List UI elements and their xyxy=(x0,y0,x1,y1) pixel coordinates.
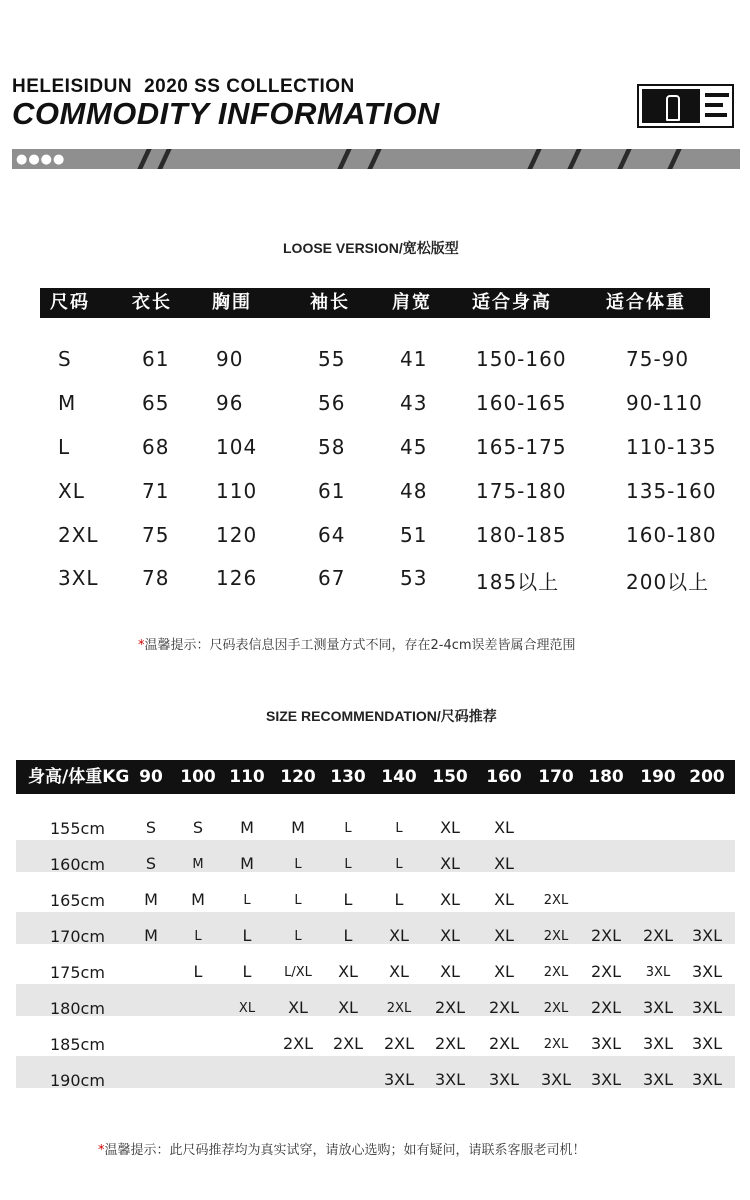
recommended-size-cell: 3XL xyxy=(383,1070,415,1089)
recommended-size-cell: L xyxy=(343,926,353,945)
size-table-cell: 3XL xyxy=(58,566,99,590)
recommended-size-cell: XL xyxy=(389,926,409,945)
recommended-size-cell: 3XL xyxy=(691,1034,723,1053)
size-table-cell: 75-90 xyxy=(626,347,690,371)
size-column-header: 适合身高 xyxy=(472,292,552,313)
size-table-cell: S xyxy=(58,347,72,371)
recommended-size-cell: 3XL xyxy=(691,926,723,945)
size-table-cell: 104 xyxy=(216,435,258,459)
recommendation-table-header xyxy=(16,760,735,794)
weight-column-header: 120 xyxy=(280,767,316,787)
recommended-size-cell: 3XL xyxy=(642,1070,674,1089)
recommended-size-cell: XL xyxy=(440,818,460,837)
size-column-header: 适合体重 xyxy=(606,292,686,313)
recommended-size-cell: 2XL xyxy=(488,1034,520,1053)
size-table-cell: 160-165 xyxy=(476,391,567,415)
recommended-size-cell: L xyxy=(242,926,252,945)
size-table-cell: 53 xyxy=(400,566,428,590)
recommended-size-cell: L xyxy=(294,929,302,944)
recommended-size-cell: 3XL xyxy=(642,1034,674,1053)
recommended-size-cell: M xyxy=(144,926,158,945)
recommended-size-cell: 2XL xyxy=(543,929,569,944)
weight-column-header: 180 xyxy=(588,767,624,787)
info-line-icon xyxy=(705,103,723,107)
brand-line xyxy=(12,76,355,98)
size-table-cell: 135-160 xyxy=(626,479,717,503)
recommended-size-cell: XL xyxy=(440,854,460,873)
recommended-size-cell: 2XL xyxy=(332,1034,364,1053)
collection-label: 2020 SS COLLECTION xyxy=(144,76,355,97)
model-figure-icon xyxy=(666,95,680,121)
page-title: COMMODITY INFORMATION xyxy=(12,96,440,131)
info-line-icon xyxy=(705,113,727,117)
size-table-cell: 120 xyxy=(216,523,258,547)
recommended-size-cell: 2XL xyxy=(488,998,520,1017)
recommended-size-cell: L xyxy=(294,857,302,872)
weight-column-header: 190 xyxy=(640,767,676,787)
size-table-cell: 200以上 xyxy=(626,570,710,594)
size-column-header: 肩宽 xyxy=(392,292,432,313)
recommended-size-cell: XL xyxy=(338,998,358,1017)
figure-panel xyxy=(642,89,700,123)
size-table-cell: 43 xyxy=(400,391,428,415)
recommended-size-cell: L xyxy=(344,857,352,872)
recommended-size-cell: 2XL xyxy=(386,1001,412,1016)
recommended-size-cell: M xyxy=(240,818,254,837)
recommended-size-cell: 3XL xyxy=(645,965,671,980)
recommended-size-cell: 3XL xyxy=(691,962,723,981)
height-label: 185cm xyxy=(50,1035,105,1054)
recommended-size-cell: XL xyxy=(338,962,358,981)
recommended-size-cell: 2XL xyxy=(383,1034,415,1053)
size-table-cell: 45 xyxy=(400,435,428,459)
brand-name: HELEISIDUN xyxy=(12,76,133,97)
table-row-stripe xyxy=(16,984,735,1016)
size-table-cell: 185以上 xyxy=(476,570,560,594)
recommended-size-cell: 2XL xyxy=(590,926,622,945)
height-label: 155cm xyxy=(50,819,105,838)
recommended-size-cell: 3XL xyxy=(691,998,723,1017)
recommended-size-cell: L xyxy=(344,821,352,836)
height-label: 190cm xyxy=(50,1071,105,1090)
banner-dots: ●●●● xyxy=(16,152,66,167)
recommended-size-cell: 3XL xyxy=(590,1070,622,1089)
recommended-size-cell: M xyxy=(144,890,158,909)
size-table-cell: 126 xyxy=(216,566,258,590)
weight-column-header: 160 xyxy=(486,767,522,787)
recommended-size-cell: 2XL xyxy=(590,962,622,981)
recommended-size-cell: 2XL xyxy=(543,1037,569,1052)
recommended-size-cell: XL xyxy=(494,854,514,873)
size-column-header: 袖长 xyxy=(310,292,350,313)
size-note: *温馨提示：尺码表信息因手工测量方式不同，存在2-4cm误差皆属合理范围 xyxy=(138,638,576,653)
recommended-size-cell: 2XL xyxy=(282,1034,314,1053)
table-row-stripe xyxy=(16,912,735,944)
recommended-size-cell: L xyxy=(243,893,251,908)
size-table-cell: 78 xyxy=(142,566,170,590)
height-weight-corner-label: 身高/体重KG xyxy=(28,767,130,787)
recommended-size-cell: L xyxy=(193,962,203,981)
size-table-cell: 90-110 xyxy=(626,391,703,415)
size-section-heading: LOOSE VERSION/宽松版型 xyxy=(283,240,459,256)
weight-column-header: 150 xyxy=(432,767,468,787)
size-table-cell: 58 xyxy=(318,435,346,459)
size-table-cell: 75 xyxy=(142,523,170,547)
product-info-icon xyxy=(637,84,734,128)
size-table-cell: 165-175 xyxy=(476,435,567,459)
recommended-size-cell: 2XL xyxy=(543,1001,569,1016)
recommended-size-cell: S xyxy=(145,854,157,873)
recommended-size-cell: 3XL xyxy=(434,1070,466,1089)
recommended-size-cell: L xyxy=(394,890,404,909)
recommended-size-cell: L xyxy=(194,929,202,944)
height-label: 175cm xyxy=(50,963,105,982)
size-column-header: 胸围 xyxy=(212,292,252,313)
size-table-cell: 51 xyxy=(400,523,428,547)
size-table-cell: 56 xyxy=(318,391,346,415)
recommended-size-cell: 3XL xyxy=(642,998,674,1017)
recommended-size-cell: 3XL xyxy=(590,1034,622,1053)
weight-column-header: 90 xyxy=(139,767,163,787)
size-table-cell: 96 xyxy=(216,391,244,415)
height-label: 165cm xyxy=(50,891,105,910)
recommended-size-cell: L xyxy=(294,893,302,908)
recommended-size-cell: XL xyxy=(288,998,308,1017)
recommended-size-cell: M xyxy=(191,890,205,909)
size-table-header xyxy=(40,288,710,318)
size-table-cell: 64 xyxy=(318,523,346,547)
recommended-size-cell: 2XL xyxy=(434,1034,466,1053)
recommended-size-cell: S xyxy=(145,818,157,837)
recommendation-note: *温馨提示：此尺码推荐均为真实试穿，请放心选购；如有疑问，请联系客服老司机！ xyxy=(98,1143,586,1158)
size-table-cell: 61 xyxy=(142,347,170,371)
size-table-cell: 65 xyxy=(142,391,170,415)
recommended-size-cell: S xyxy=(192,818,204,837)
recommended-size-cell: XL xyxy=(238,1001,256,1016)
height-label: 170cm xyxy=(50,927,105,946)
size-column-header: 衣长 xyxy=(132,292,172,313)
recommended-size-cell: 3XL xyxy=(488,1070,520,1089)
recommended-size-cell: 2XL xyxy=(543,965,569,980)
recommended-size-cell: 2XL xyxy=(590,998,622,1017)
weight-column-header: 140 xyxy=(381,767,417,787)
recommended-size-cell: L xyxy=(395,821,403,836)
table-row-stripe xyxy=(16,1056,735,1088)
banner-strip xyxy=(12,149,740,169)
recommended-size-cell: XL xyxy=(389,962,409,981)
size-table-cell: 71 xyxy=(142,479,170,503)
recommendation-section-heading: SIZE RECOMMENDATION/尺码推荐 xyxy=(266,708,497,724)
size-table-cell: 48 xyxy=(400,479,428,503)
weight-column-header: 170 xyxy=(538,767,574,787)
recommended-size-cell: XL xyxy=(494,890,514,909)
recommended-size-cell: XL xyxy=(494,818,514,837)
recommended-size-cell: 3XL xyxy=(691,1070,723,1089)
size-table-cell: 55 xyxy=(318,347,346,371)
size-column-header: 尺码 xyxy=(50,292,90,313)
recommended-size-cell: XL xyxy=(440,890,460,909)
info-line-icon xyxy=(705,93,729,97)
size-table-cell: 160-180 xyxy=(626,523,717,547)
recommended-size-cell: M xyxy=(240,854,254,873)
weight-column-header: 130 xyxy=(330,767,366,787)
size-table-cell: M xyxy=(58,391,77,415)
recommended-size-cell: L/XL xyxy=(284,965,312,980)
size-table-cell: XL xyxy=(58,479,85,503)
size-table-cell: L xyxy=(58,435,71,459)
size-table-cell: 68 xyxy=(142,435,170,459)
weight-column-header: 200 xyxy=(689,767,725,787)
recommended-size-cell: M xyxy=(192,857,204,872)
weight-column-header: 110 xyxy=(229,767,265,787)
size-table-cell: 110 xyxy=(216,479,258,503)
recommended-size-cell: L xyxy=(395,857,403,872)
recommended-size-cell: 2XL xyxy=(543,893,569,908)
recommended-size-cell: XL xyxy=(440,962,460,981)
size-table-cell: 67 xyxy=(318,566,346,590)
size-table-cell: 90 xyxy=(216,347,244,371)
recommended-size-cell: 2XL xyxy=(642,926,674,945)
size-table-cell: 150-160 xyxy=(476,347,567,371)
recommended-size-cell: XL xyxy=(494,926,514,945)
size-table-cell: 61 xyxy=(318,479,346,503)
height-label: 160cm xyxy=(50,855,105,874)
weight-column-header: 100 xyxy=(180,767,216,787)
size-table-cell: 180-185 xyxy=(476,523,567,547)
size-table-cell: 175-180 xyxy=(476,479,567,503)
height-label: 180cm xyxy=(50,999,105,1018)
recommended-size-cell: L xyxy=(242,962,252,981)
size-table-cell: 41 xyxy=(400,347,428,371)
recommended-size-cell: XL xyxy=(494,962,514,981)
recommended-size-cell: L xyxy=(343,890,353,909)
size-table-cell: 2XL xyxy=(58,523,99,547)
recommended-size-cell: 2XL xyxy=(434,998,466,1017)
size-table-cell: 110-135 xyxy=(626,435,717,459)
table-row-stripe xyxy=(16,840,735,872)
recommended-size-cell: M xyxy=(291,818,305,837)
recommended-size-cell: 3XL xyxy=(540,1070,572,1089)
recommended-size-cell: XL xyxy=(440,926,460,945)
